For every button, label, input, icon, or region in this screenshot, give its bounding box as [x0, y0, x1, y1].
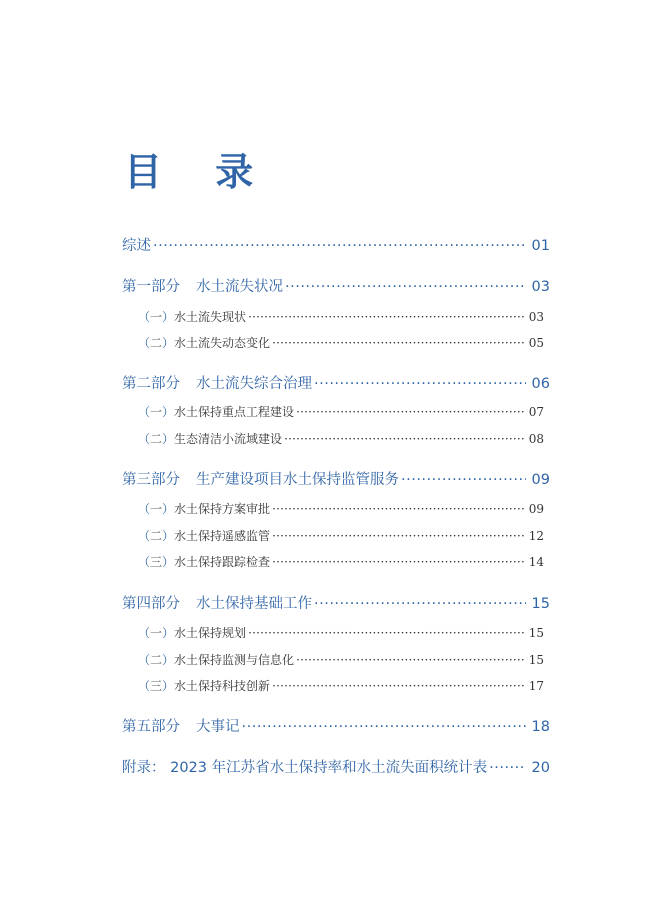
- toc-section-title: 水土保持方案审批: [174, 502, 271, 516]
- toc-part-number: 第三部分: [122, 472, 180, 488]
- toc-entry-label: （一）水土保持规划: [138, 626, 247, 640]
- toc-entry-label: （一）水土保持方案审批: [138, 502, 271, 516]
- toc-dot-leader: [296, 403, 526, 421]
- toc-minor-entry[interactable]: [138, 500, 544, 518]
- toc-part-title: 水土流失综合治理: [196, 376, 312, 392]
- toc-page-number: 15: [528, 653, 544, 667]
- toc-page-number: 07: [528, 405, 544, 419]
- toc-minor-entry[interactable]: [138, 677, 544, 695]
- toc-section-title: 水土保持遥感监管: [174, 529, 271, 543]
- toc-dot-leader: [284, 430, 526, 448]
- toc-entry-label: （二）水土保持遥感监管: [138, 529, 271, 543]
- toc-page-number: 08: [528, 432, 544, 446]
- toc-section-number: 一: [150, 502, 163, 516]
- toc-entry-label: （一）水土流失现状: [138, 310, 247, 324]
- toc-entry-label: （二）水土流失动态变化: [138, 336, 271, 350]
- toc-major-entry[interactable]: [122, 374, 550, 394]
- toc-part-title: 水土流失状况: [196, 279, 283, 295]
- toc-section-number: 二: [150, 653, 163, 667]
- toc-entry-label: [122, 470, 399, 490]
- toc-section-number: 一: [150, 310, 163, 324]
- toc-entry-label: （三）水土保持跟踪检查: [138, 555, 271, 569]
- toc-section-title: 水土保持监测与信息化: [174, 653, 295, 667]
- toc-entry-label: [122, 594, 312, 614]
- toc-entry-label: （一）水土保持重点工程建设: [138, 405, 295, 419]
- toc-major-entry[interactable]: [122, 236, 550, 256]
- toc-section-title: 生态清洁小流域建设: [174, 432, 283, 446]
- toc-page-number: 03: [528, 310, 544, 324]
- toc-dot-leader: [401, 470, 526, 490]
- toc-page-number: 14: [528, 555, 544, 569]
- toc-dot-leader: [314, 594, 526, 614]
- toc-minor-entry[interactable]: [138, 308, 544, 326]
- toc-page-number: 09: [528, 502, 544, 516]
- toc-page-number: 06: [531, 376, 550, 392]
- toc-minor-entry[interactable]: [138, 334, 544, 352]
- toc-part-number: 第一部分: [122, 279, 180, 295]
- toc-dot-leader: [285, 277, 526, 297]
- toc-page-number: 20: [531, 760, 550, 776]
- toc-dot-leader: [272, 527, 526, 545]
- toc-page-number: 12: [528, 529, 544, 543]
- toc-entry-label: （二）生态清洁小流域建设: [138, 432, 283, 446]
- toc-minor-entry[interactable]: [138, 553, 544, 571]
- toc-dot-leader: [272, 677, 526, 695]
- toc-part-title: 水土保持基础工作: [196, 596, 312, 612]
- toc-page-number: 17: [528, 679, 544, 693]
- toc-page-number: 01: [531, 238, 550, 254]
- toc-major-entry[interactable]: [122, 758, 550, 778]
- toc-section-title: 水土流失现状: [174, 310, 247, 324]
- toc-page-number: 18: [531, 719, 550, 735]
- toc-part-title: 大事记: [196, 719, 240, 735]
- toc-section-number: 二: [150, 529, 163, 543]
- toc-section-title: 水土保持跟踪检查: [174, 555, 271, 569]
- toc-part-number: 第五部分: [122, 719, 180, 735]
- toc-minor-entry[interactable]: [138, 527, 544, 545]
- toc-dot-leader: [489, 758, 526, 778]
- toc-part-title: 生产建设项目水土保持监管服务: [196, 472, 399, 488]
- toc-major-entry[interactable]: [122, 594, 550, 614]
- toc-dot-leader: [153, 236, 526, 256]
- toc-minor-entry[interactable]: [138, 403, 544, 421]
- toc-page-number: 15: [528, 626, 544, 640]
- toc-minor-entry[interactable]: [138, 624, 544, 642]
- toc-dot-leader: [296, 651, 526, 669]
- toc-dot-leader: [242, 717, 527, 737]
- toc-entry-label: （三）水土保持科技创新: [138, 679, 271, 693]
- toc-page-number: 05: [528, 336, 544, 350]
- toc-page-number: 09: [531, 472, 550, 488]
- toc-entry-label: （二）水土保持监测与信息化: [138, 653, 295, 667]
- toc-part-number: 第四部分: [122, 596, 180, 612]
- toc-section-title: 水土保持科技创新: [174, 679, 271, 693]
- toc-major-entry[interactable]: [122, 470, 550, 490]
- toc-major-entry[interactable]: [122, 277, 550, 297]
- toc-entry-label: [122, 717, 240, 737]
- toc-page-number: 03: [531, 279, 550, 295]
- page-title: 目 录: [124, 150, 274, 194]
- toc-dot-leader: [272, 334, 526, 352]
- toc-section-number: 一: [150, 405, 163, 419]
- toc-section-number: 三: [150, 679, 163, 693]
- toc-section-number: 二: [150, 432, 163, 446]
- toc-section-number: 一: [150, 626, 163, 640]
- toc-dot-leader: [248, 624, 526, 642]
- toc-minor-entry[interactable]: [138, 430, 544, 448]
- toc-section-number: 二: [150, 336, 163, 350]
- toc-minor-entry[interactable]: [138, 651, 544, 669]
- toc-entry-label: [122, 277, 283, 297]
- toc-entry-label: [122, 374, 312, 394]
- toc-dot-leader: [272, 553, 526, 571]
- toc-section-title: 水土流失动态变化: [174, 336, 271, 350]
- toc-major-entry[interactable]: [122, 717, 550, 737]
- toc-dot-leader: [314, 374, 526, 394]
- toc-dot-leader: [248, 308, 526, 326]
- toc-page-number: 15: [531, 596, 550, 612]
- toc-section-number: 三: [150, 555, 163, 569]
- toc-dot-leader: [272, 500, 526, 518]
- toc-section-title: 水土保持重点工程建设: [174, 405, 295, 419]
- toc-entry-label: 附录： 2023 年江苏省水土保持率和水土流失面积统计表: [122, 760, 488, 776]
- toc-part-number: 第二部分: [122, 376, 180, 392]
- toc-entry-label: 综述: [122, 238, 151, 254]
- toc-section-title: 水土保持规划: [174, 626, 247, 640]
